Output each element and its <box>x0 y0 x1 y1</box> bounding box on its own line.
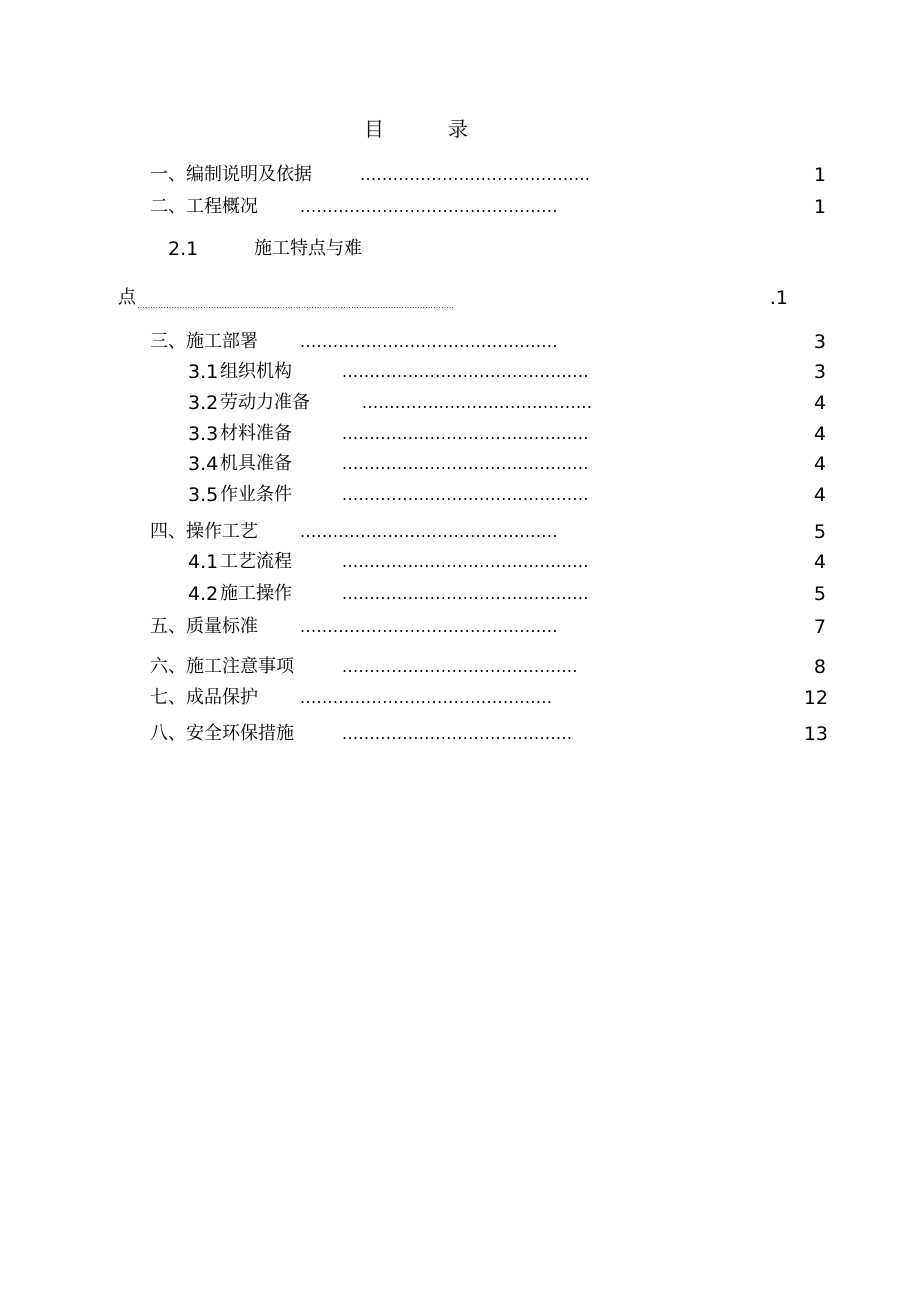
toc-page-number: .1 <box>769 287 788 309</box>
toc-entry-number: 3.5 <box>188 484 219 506</box>
toc-leader-dots: ............................................. <box>342 552 589 571</box>
toc-entry[interactable] <box>0 195 920 219</box>
toc-leader-dots: ............................................... <box>300 332 558 351</box>
toc-entry-continuation[interactable] <box>0 286 920 310</box>
toc-leader-dots: ............................................... <box>300 197 558 216</box>
toc-entry-label: 六、施工注意事项 <box>150 656 294 677</box>
toc-page-number: 7 <box>813 616 826 638</box>
toc-entry-number: 4.2 <box>188 583 219 605</box>
toc-entry-label: 二、工程概况 <box>150 196 258 217</box>
toc-entry[interactable] <box>0 163 920 187</box>
toc-entry-label: 四、操作工艺 <box>150 521 258 542</box>
toc-entry-label: 作业条件 <box>220 484 292 505</box>
toc-entry[interactable] <box>0 237 920 261</box>
toc-entry-label: 施工操作 <box>220 583 292 604</box>
toc-entry[interactable] <box>0 655 920 679</box>
toc-entry-label: 七、成品保护 <box>150 687 258 708</box>
toc-leader-dots: .............................................. <box>300 688 553 707</box>
toc-entry-label: 八、安全环保措施 <box>150 723 294 744</box>
toc-entry-number: 3.3 <box>188 423 219 445</box>
toc-entry-label: 材料准备 <box>220 423 292 444</box>
toc-page-number: 1 <box>813 196 826 218</box>
toc-entry-label: 组织机构 <box>220 361 292 382</box>
toc-leader-dots: ............................................. <box>342 584 589 603</box>
toc-entry-label: 施工特点与难 <box>254 238 362 259</box>
toc-page-number: 4 <box>813 453 826 475</box>
toc-leader-dots: ............................................... <box>300 522 558 541</box>
toc-entry-number: 3.4 <box>188 453 219 475</box>
toc-page-number: 3 <box>813 361 826 383</box>
toc-page-number: 4 <box>813 392 826 414</box>
toc-leader-dots: ........................................................................................................................ <box>137 301 455 310</box>
toc-page-number: 4 <box>813 423 826 445</box>
toc-entry[interactable] <box>0 483 920 507</box>
toc-leader-dots: .......................................... <box>362 393 593 412</box>
toc-entry-number: 4.1 <box>188 551 219 573</box>
toc-entry-label: 一、编制说明及依据 <box>150 164 312 185</box>
toc-leader-dots: ............................................. <box>342 454 589 473</box>
toc-entry[interactable] <box>0 550 920 574</box>
toc-entry[interactable] <box>0 330 920 354</box>
toc-title <box>360 115 480 143</box>
toc-entry[interactable] <box>0 582 920 606</box>
toc-title-char-2: 录 <box>448 117 468 141</box>
toc-page-number: 4 <box>813 484 826 506</box>
toc-page-number: 5 <box>813 583 826 605</box>
toc-page-number: 5 <box>813 521 826 543</box>
toc-leader-dots: ............................................. <box>342 424 589 443</box>
toc-leader-dots: .......................................... <box>360 165 591 184</box>
toc-leader-dots: ........................................... <box>342 657 578 676</box>
toc-leader-dots: ............................................. <box>342 485 589 504</box>
toc-entry[interactable] <box>0 722 920 746</box>
toc-entry-label: 工艺流程 <box>220 551 292 572</box>
toc-leader-dots: ............................................. <box>342 362 589 381</box>
toc-page-number: 4 <box>813 551 826 573</box>
toc-leader-dots: .......................................... <box>342 724 573 743</box>
toc-entry-label: 三、施工部署 <box>150 331 258 352</box>
toc-entry[interactable] <box>0 422 920 446</box>
toc-entry[interactable] <box>0 520 920 544</box>
toc-page-number: 3 <box>813 331 826 353</box>
toc-page-number: 8 <box>813 656 826 678</box>
toc-page-number: 13 <box>803 723 828 745</box>
toc-entry[interactable] <box>0 452 920 476</box>
toc-page-number: 1 <box>813 164 826 186</box>
toc-entry-number: 3.2 <box>188 392 219 414</box>
toc-entry[interactable] <box>0 686 920 710</box>
toc-page-number: 12 <box>803 687 828 709</box>
toc-entry-number: 3.1 <box>188 361 219 383</box>
toc-title-char-1: 目 <box>364 117 384 141</box>
toc-entry[interactable] <box>0 391 920 415</box>
toc-leader-dots: ............................................... <box>300 617 558 636</box>
toc-entry-label-cont: 点 <box>118 287 136 308</box>
toc-entry-label: 劳动力准备 <box>220 392 310 413</box>
toc-entry-label: 五、质量标准 <box>150 616 258 637</box>
toc-entry-number: 2.1 <box>168 238 199 260</box>
toc-entry[interactable] <box>0 615 920 639</box>
toc-entry[interactable] <box>0 360 920 384</box>
toc-entry-label: 机具准备 <box>220 453 292 474</box>
